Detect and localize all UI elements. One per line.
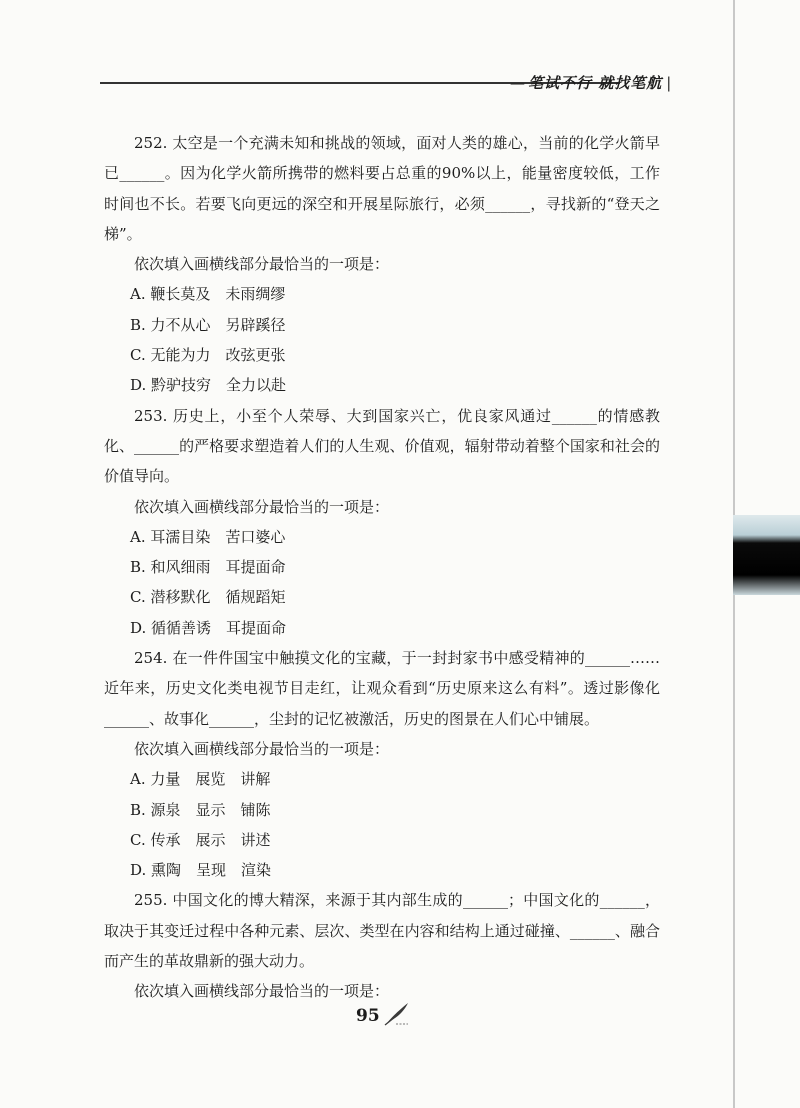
page-content [104, 128, 660, 1007]
option-a: A. 鞭长莫及 未雨绸缪 [130, 285, 286, 304]
option-d: D. 循循善诱 耳提面命 [130, 618, 287, 637]
question-stem: 253. 历史上，小至个人荣辱、大到国家兴亡，优良家风通过______的情感教化、______的严格要求塑造着人们的人生观、价值观，辐射带动着整个国家和社会的价值导向。 [104, 406, 660, 486]
feather-icon [383, 1000, 411, 1030]
question-stem: 255. 中国文化的博大精深，来源于其内部生成的______；中国文化的______，取决于其变迁过程中各种元素、层次、类型在内容和结构上通过碰撞、______、融合而产生的革故鼎新的强大动力。 [104, 891, 660, 971]
question-instruction: 依次填入画横线部分最恰当的一项是： [134, 497, 390, 516]
option-a: A. 力量 展览 讲解 [130, 770, 271, 789]
question-253 [104, 401, 660, 643]
question-stem: 254. 在一件件国宝中触摸文化的宝藏，于一封封家书中感受精神的______……近年来，历史文化类电视节目走红，让观众看到“历史原来这么有料”。透过影像化______、故事化______，尘封的记忆被激活，历史的图景在人们心中铺展。 [104, 649, 660, 728]
option-a: A. 耳濡目染 苦口婆心 [130, 527, 286, 546]
header-title: — 笔试不行 就找笔航 | [510, 72, 672, 93]
option-b: B. 和风细雨 耳提面命 [130, 558, 286, 577]
page-number: 95 [356, 1006, 380, 1026]
question-stem: 252. 太空是一个充满未知和挑战的领域，面对人类的雄心，当前的化学火箭早已______。因为化学火箭所携带的燃料要占总重的90%以上，能量密度较低，工作时间也不长。若要飞向更远的深空和开展星际旅行，必须______，寻找新的“登天之梯”。 [104, 134, 660, 243]
question-255 [104, 885, 660, 1006]
option-c: C. 潜移默化 循规蹈矩 [130, 588, 286, 607]
option-b: B. 源泉 显示 铺陈 [130, 800, 271, 819]
question-252 [104, 128, 660, 401]
option-c: C. 无能为力 改弦更张 [130, 346, 286, 365]
header-rule-segment [440, 82, 480, 84]
question-instruction: 依次填入画横线部分最恰当的一项是： [134, 255, 390, 274]
side-tab [733, 515, 800, 595]
question-instruction: 依次填入画横线部分最恰当的一项是： [134, 982, 390, 1001]
option-c: C. 传承 展示 讲述 [130, 830, 271, 849]
option-d: D. 黔驴技穷 全力以赴 [130, 376, 287, 395]
option-d: D. 熏陶 呈现 渲染 [130, 861, 272, 880]
question-254 [104, 643, 660, 885]
option-b: B. 力不从心 另辟蹊径 [130, 315, 286, 334]
question-instruction: 依次填入画横线部分最恰当的一项是： [134, 739, 390, 758]
